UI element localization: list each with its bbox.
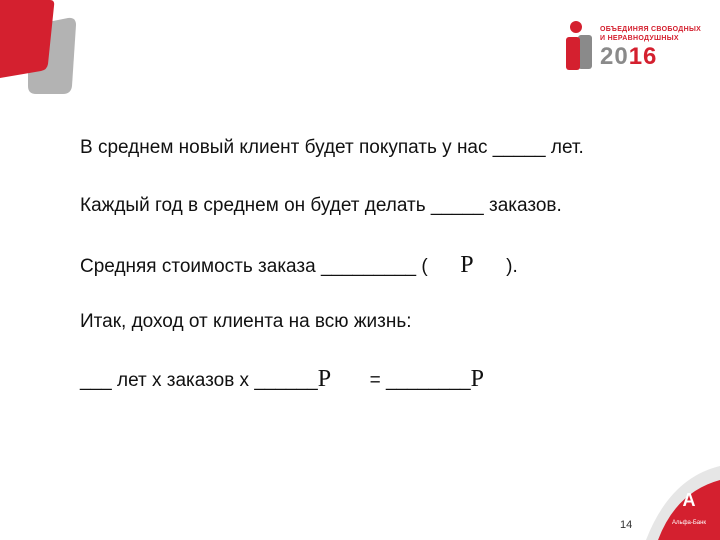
logo-dot [570, 21, 582, 33]
logo-bar-gray [578, 35, 592, 69]
page-number: 14 [620, 519, 633, 531]
alfa-bank-logo-icon: А [682, 490, 696, 510]
text-line-5-part2: = ________ [369, 370, 471, 391]
ruble-icon: Р [460, 252, 474, 278]
logo-mark-icon [562, 20, 596, 72]
logo-bar-red [566, 37, 580, 70]
logo-line-2: И НЕРАВНОДУШНЫХ [600, 35, 679, 42]
text-line-1: В среднем новый клиент будет покупать у нас _____ лет. [80, 137, 584, 158]
bottom-right-decoration [600, 460, 720, 540]
logo-text [600, 25, 701, 43]
text-line-5-part1: ___ лет х заказов х ______ [80, 370, 318, 391]
logo-line-1: ОБЪЕДИНЯЯ СВОБОДНЫХ [600, 26, 702, 33]
logo-year-part1: 20 [600, 43, 629, 70]
ruble-icon: Р [470, 366, 484, 392]
ruble-icon: Р [317, 366, 332, 392]
text-line-5 [80, 367, 484, 393]
text-line-3 [80, 253, 518, 279]
text-line-3-suffix: ). [506, 256, 518, 277]
logo-year [600, 44, 657, 70]
top-left-decoration [0, 0, 80, 100]
red-shape [0, 0, 54, 78]
brand-name: Альфа-Банк [671, 520, 707, 526]
text-line-3-prefix: Средняя стоимость заказа _________ ( [80, 256, 428, 277]
logo-year-part2: 16 [628, 43, 658, 70]
text-line-2: Каждый год в среднем он будет делать _____ заказов. [80, 195, 562, 216]
text-line-4: Итак, доход от клиента на всю жизнь: [80, 311, 412, 332]
